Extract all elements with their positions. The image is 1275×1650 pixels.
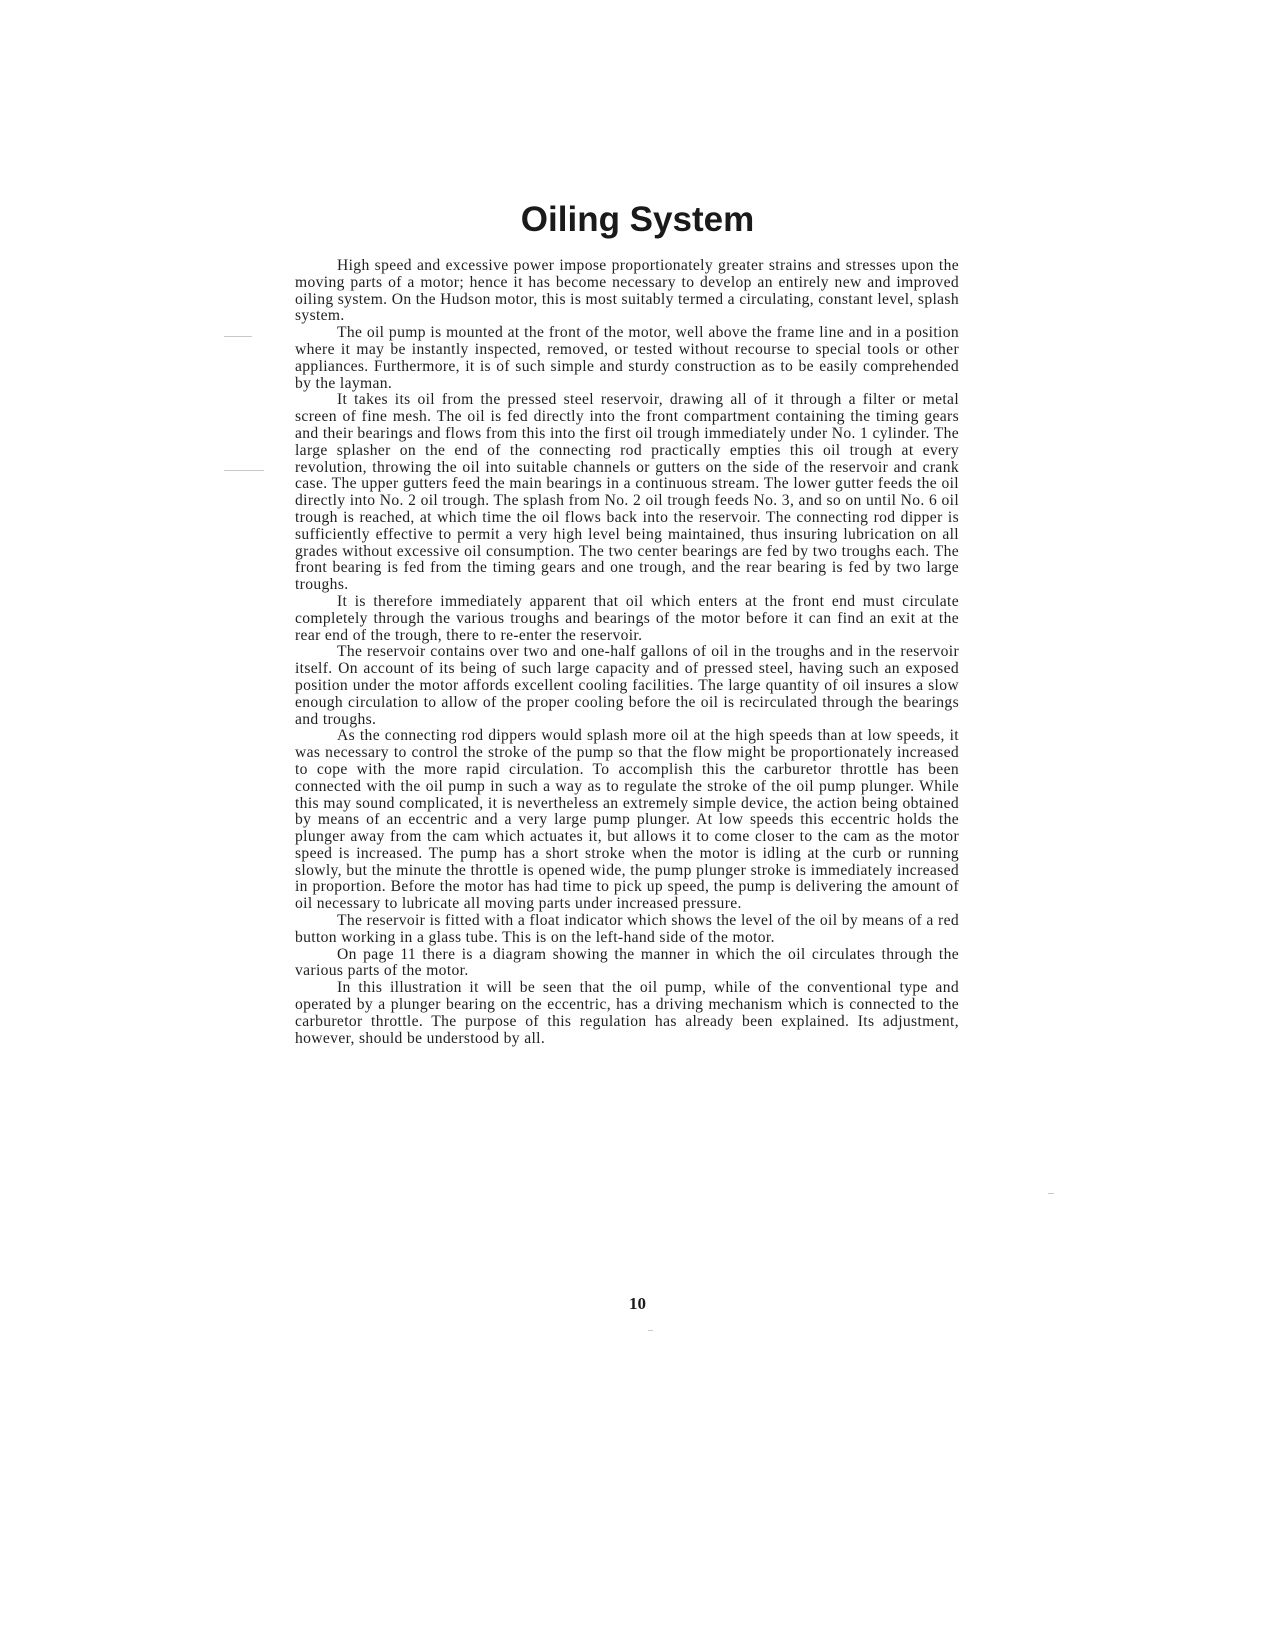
paragraph: The reservoir contains over two and one-half gallons of oil in the troughs and in the reservoir itself. On account of its being of such large capacity and of pressed steel, having such an exposed position under the motor affords excellent cooling facilities. The large quantity of oil insures a slow enough circulation to allow of the proper cooling before the oil is recirculated through the bearings and troughs.: [295, 643, 959, 728]
scan-artifact: [224, 470, 264, 471]
paragraph: On page 11 there is a diagram showing the manner in which the oil circulates through the various parts of the motor.: [295, 945, 959, 980]
paragraph: It takes its oil from the pressed steel reservoir, drawing all of it through a filter or metal screen of fine mesh. The oil is fed directly into the front compartment containing the timing gears and their bearings and flows from this into the first oil trough immediately under No. 1 cylinder. The large splasher on the end of the connecting rod practically empties this oil trough at every revolution, throwing the oil into suitable channels or gutters on the side of the reservoir and crank case. The upper gutters feed the main bearings in a continuous stream. The lower gutter feeds the oil directly into No. 2 oil trough. The splash from No. 2 oil trough feeds No. 3, and so on until No. 6 oil trough is reached, at which time the oil flows back into the reservoir. The connecting rod dipper is sufficiently effective to permit a very high level being maintained, thus insuring lubrication on all grades without excessive oil consumption. The two center bearings are fed by two troughs each. The front bearing is fed from the timing gears and one trough, and the rear bearing is fed by two large troughs.: [295, 391, 959, 594]
paragraph: As the connecting rod dippers would splash more oil at the high speeds than at low speeds, it was necessary to control the stroke of the pump so that the flow might be proportionately increased to cope with the more rapid circulation. To accomplish this the carburetor throttle has been connected with the oil pump in such a way as to regulate the stroke of the oil pump plunger. While this may sound complicated, it is nevertheless an extremely simple device, the action being obtained by means of an eccentric and a very large pump plunger. At low speeds this eccentric holds the plunger away from the cam which actuates it, but allows it to come closer to the cam as the motor speed is increased. The pump has a short stroke when the motor is idling at the curb or running slowly, but the minute the throttle is opened wide, the pump plunger stroke is immediately increased in proportion. Before the motor has had time to pick up speed, the pump is delivering the amount of oil necessary to lubricate all moving parts under increased pressure.: [295, 727, 959, 913]
scan-artifact: [648, 1330, 653, 1331]
scan-artifact: [1048, 1193, 1054, 1194]
paragraph: High speed and excessive power impose proportionately greater strains and stresses upon the moving parts of a motor; hence it has become necessary to develop an entirely new and improved oiling system. On the Hudson motor, this is most suitably termed a circulating, constant level, splash system.: [295, 257, 959, 325]
paragraph: In this illustration it will be seen that the oil pump, while of the conventional type and operated by a plunger bearing on the eccentric, has a driving mechanism which is connected to the carburetor throttle. The purpose of this regulation has already been explained. Its adjustment, however, should be understood by all.: [295, 979, 959, 1047]
paragraph: The reservoir is fitted with a float indicator which shows the level of the oil by means of a red button working in a glass tube. This is on the left-hand side of the motor.: [295, 912, 959, 946]
scan-artifact: [224, 336, 252, 337]
body-text: [295, 258, 959, 1047]
page-title: Oiling System: [520, 200, 755, 239]
paragraph: The oil pump is mounted at the front of the motor, well above the frame line and in a position where it may be instantly inspected, removed, or tested without recourse to special tools or other appliances. Furthermore, it is of such simple and sturdy construction as to be easily comprehended by the layman.: [295, 324, 959, 392]
page-number: 10: [629, 1294, 646, 1313]
paragraph: It is therefore immediately apparent that oil which enters at the front end must circulate completely through the various troughs and bearings of the motor before it can find an exit at the rear end of the trough, there to re-enter the reservoir.: [295, 592, 959, 644]
